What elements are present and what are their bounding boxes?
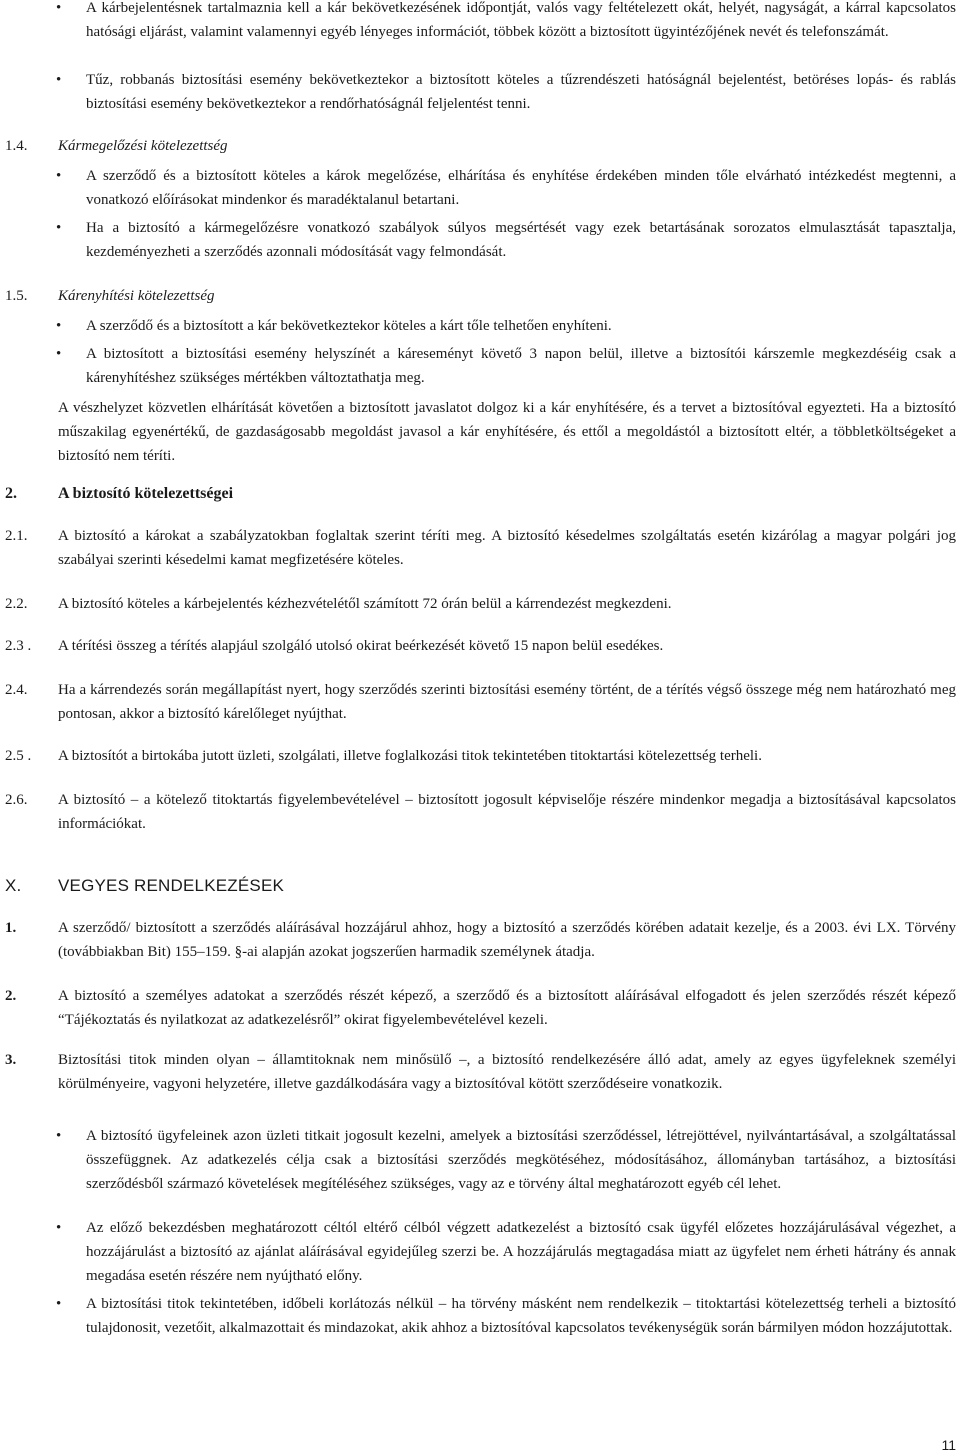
item-number: 2.2. (5, 596, 28, 612)
item-text: A térítési összeg a térítés alapjául szolgáló utolsó okirat beérkezését követő 15 napon belül esedékes. (58, 638, 664, 654)
numbered-item (0, 788, 958, 836)
list-item (0, 1124, 958, 1196)
bullet-text: Az előző bekezdésben meghatározott céltól eltérő célból végzett adatkezelést a biztosító csak ügyfél előzetes hozzájárulásával végezhet, a hozzájárulást a biztosító az ajánlat aláírásával egyidejűleg szerzi be. A hozzájárulás megtagadása miatt az ügyfelet nem érheti hátrány és annak megadása esetén részére nem nyújtható előny. (86, 1220, 956, 1284)
item-text: A biztosító köteles a kárbejelentés kézhezvételétől számított 72 órán belül a kárrendezést megkezdeni. (58, 596, 672, 612)
item-number: 3. (5, 1052, 17, 1068)
numbered-item (0, 678, 958, 726)
item-number: 1. (5, 920, 17, 936)
paragraph-text: A vészhelyzet közvetlen elhárítását követően a biztosított javaslatot dolgoz ki a kár enyhítésére, és a tervet a biztosítóval egyezteti. Ha a biztosító műszakilag egyenértékű, de gazdaságosabb megoldást javasol a kár enyhítésére, és ettől a megoldástól a biztosított eltér, a többletköltségeket a biztosító nem téríti. (58, 400, 956, 464)
bullet-text: A szerződő és a biztosított a kár bekövetkeztekor köteles a kárt tőle telhetően enyhíteni. (86, 318, 612, 334)
list-item (0, 342, 958, 390)
item-number: 2.5 . (5, 748, 32, 764)
section-title: Kármegelőzési kötelezettség (58, 138, 228, 154)
bullet-text: Ha a biztosító a kármegelőzésre vonatkozó szabályok súlyos megsértését vagy ezek betartásának sorozatos elmulasztását tapasztalja, kezdeményezheti a szerződés azonnali módosítását vagy felmondását. (86, 220, 956, 260)
numbered-item (0, 634, 958, 658)
item-text: A biztosító – a kötelező titoktartás figyelembevételével – biztosított jogosult képviselője részére mindenkor megadja a biztosításával kapcsolatos információkat. (58, 792, 956, 832)
list-item (0, 1216, 958, 1288)
list-item (0, 164, 958, 212)
section-number: 2. (5, 485, 17, 502)
numbered-item (0, 524, 958, 572)
list-item (0, 1292, 958, 1340)
section-number: 1.4. (5, 138, 28, 154)
page-number: 11 (941, 1437, 956, 1453)
item-number: 2. (5, 988, 17, 1004)
numbered-item (0, 744, 958, 768)
numbered-item (0, 592, 958, 616)
section-title: Kárenyhítési kötelezettség (58, 288, 215, 304)
item-text: Ha a kárrendezés során megállapítást nyert, hogy szerződés szerinti biztosítási esemény történt, de a térítés végső összege még nem határozható meg pontosan, akkor a biztosító kárelőleget nyújthat. (58, 682, 956, 722)
bullet-dot: • (56, 1220, 62, 1236)
bullet-text: Tűz, robbanás biztosítási esemény bekövetkeztekor a biztosított köteles a tűzrendészeti hatóságnál bejelentést, betöréses lopás- és rablás biztosítási esemény bekövetkeztekor a rendőrhatóságnál feljelentést tenni. (86, 72, 956, 112)
numbered-item (0, 984, 958, 1032)
numbered-item (0, 1048, 958, 1096)
bullet-dot: • (56, 168, 62, 184)
bullet-text: A kárbejelentésnek tartalmaznia kell a kár bekövetkezésének időpontját, valós vagy feltételezett okát, helyét, nagyságát, a kárral kapcsolatos hatósági eljárást, valamint valamennyi egyéb lényeges információt, többek között a biztosított ügyintézőjének nevét és telefonszámát. (86, 0, 956, 40)
item-text: A biztosítót a birtokába jutott üzleti, szolgálati, illetve foglalkozási titok tekintetében titoktartási kötelezettség terheli. (58, 748, 762, 764)
section-heading (0, 134, 958, 158)
item-number: 2.1. (5, 528, 28, 544)
bullet-dot: • (56, 318, 62, 334)
paragraph (0, 396, 958, 468)
list-item (0, 68, 958, 116)
bullet-text: A biztosított a biztosítási esemény helyszínét a káreseményt követő 3 napon belül, illetve a biztosítói kárszemle megkezdéséig csak a kárenyhítéshez szükséges mértékben változtathatja meg. (86, 346, 956, 386)
bullet-dot: • (56, 220, 62, 236)
section-number: 1.5. (5, 288, 28, 304)
chapter-heading (0, 874, 958, 898)
bullet-dot: • (56, 72, 62, 88)
bullet-text: A szerződő és a biztosított köteles a károk megelőzése, elhárítása és enyhítése érdekében minden tőle elvárható intézkedést megtenni, a vonatkozó előírásokat mindenkor és maradéktalanul betartani. (86, 168, 956, 208)
bullet-dot: • (56, 346, 62, 362)
item-text: A biztosító a károkat a szabályzatokban foglaltak szerint téríti meg. A biztosító késedelmes szolgáltatás esetén kizárólag a magyar polgári jog szabályai szerinti késedelmi kamat megfizetésére köteles. (58, 528, 956, 568)
bullet-text: A biztosítási titok tekintetében, időbeli korlátozás nélkül – ha törvény másként nem rendelkezik – titoktartási kötelezettség terheli a biztosító tulajdonosit, vezetőit, alkalmazottait és mindazokat, akik ahhoz a biztosítóval kapcsolatos tevékenységük során bármilyen módon hozzájutottak. (86, 1296, 956, 1336)
bullet-text: A biztosító ügyfeleinek azon üzleti titkait jogosult kezelni, amelyek a biztosítási szerződéssel, létrejöttével, nyilvántartásával, a szolgáltatással összefüggnek. Az adatkezelés célja csak a biztosítási szerződés megkötéséhez, módosításához, állományban tartásához, a biztosítási szerződésből származó követelések megítéléséhez szükséges, vagy az e törvény által meghatározott egyéb cél lehet. (86, 1128, 956, 1192)
chapter-title: VEGYES RENDELKEZÉSEK (58, 876, 285, 895)
item-text: A szerződő/ biztosított a szerződés aláírásával hozzájárul ahhoz, hogy a biztosító a szerződés körében adatait kezelje, és a 2003. évi LX. Törvény (továbbiakban Bit) 155–159. §-ai alapján azokat jogszerűen harmadik személynek átadja. (58, 920, 956, 960)
numbered-item (0, 916, 958, 964)
list-item (0, 314, 958, 338)
list-item (0, 0, 958, 44)
bullet-dot: • (56, 1128, 62, 1144)
bullet-dot: • (56, 1296, 62, 1312)
item-number: 2.6. (5, 792, 28, 808)
item-text: Biztosítási titok minden olyan – államtitoknak nem minősülő –, a biztosító rendelkezésére álló adat, amely az egyes ügyfeleknek személyi körülményeire, vagyoni helyzetére, illetve gazdálkodására vagy a biztosítóval kötött szerződéseire vonatkozik. (58, 1052, 956, 1092)
section-title: A biztosító kötelezettségei (58, 485, 234, 502)
list-item (0, 216, 958, 264)
item-number: 2.3 . (5, 638, 32, 654)
bullet-dot: • (56, 0, 62, 16)
item-text: A biztosító a személyes adatokat a szerződés részét képező, a szerződő és a biztosított aláírásával elfogadott és jelen szerződés részét képező “Tájékoztatás és nyilatkozat az adatkezelésről” okirat figyelembevételével kezeli. (58, 988, 956, 1028)
item-number: 2.4. (5, 682, 28, 698)
chapter-number: X. (5, 876, 22, 895)
section-heading (0, 284, 958, 308)
section-heading (0, 482, 958, 506)
